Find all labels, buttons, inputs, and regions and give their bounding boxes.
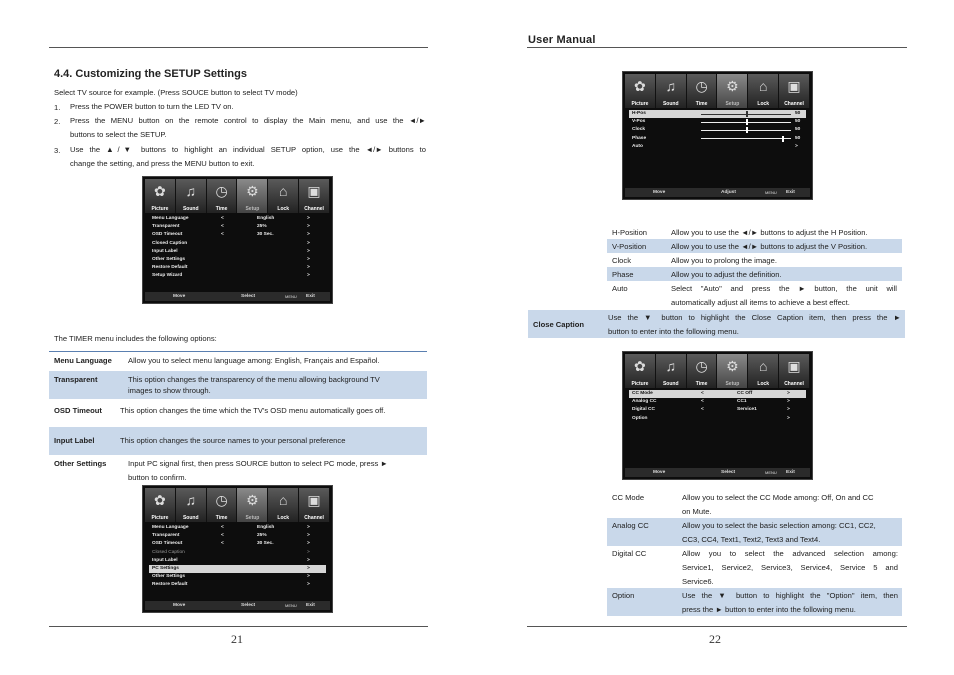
menu-tab-sound[interactable]	[176, 179, 207, 213]
menu-tab-bar	[145, 488, 330, 522]
option-text: button to confirm.	[128, 473, 187, 482]
tv-menu-item-name: Restore Default	[152, 265, 188, 271]
option-text: This option changes the time which the TV's OSD menu automatically goes off.	[120, 406, 386, 415]
option-row	[49, 371, 427, 399]
tv-menu-item-r: >	[307, 232, 310, 238]
tv-menu-item-name: Clock	[632, 127, 646, 133]
tv-menu-item[interactable]	[629, 398, 806, 406]
menu-tab-picture[interactable]	[145, 179, 176, 213]
option-row	[607, 253, 902, 267]
option-row	[607, 490, 902, 518]
tv-menu-item-r: >	[307, 224, 310, 230]
option-label: OSD Timeout	[54, 406, 102, 415]
lock-icon: ⌂	[278, 183, 288, 199]
menu-tab-label: Lock	[757, 101, 770, 107]
tv-menu-item-r: >	[787, 415, 790, 421]
footer-menu: MENU	[285, 294, 297, 299]
option-label: Transparent	[54, 375, 98, 384]
tv-menu-item[interactable]	[149, 256, 326, 264]
option-row	[49, 402, 427, 422]
tv-icon: ▣	[307, 183, 321, 199]
menu-tab-label: Lock	[277, 515, 290, 521]
timer-intro: The TIMER menu includes the following options:	[54, 334, 217, 343]
adjust-slider[interactable]	[701, 138, 791, 139]
menu-tab-label: Setup	[245, 515, 260, 521]
menu-tab-setup[interactable]	[717, 74, 748, 108]
footer-exit: Exit	[786, 470, 795, 475]
menu-tab-label: Picture	[631, 381, 649, 387]
closed-caption-screenshot	[622, 351, 813, 480]
speaker-icon: ♫	[185, 183, 196, 199]
setup-menu-list	[149, 524, 326, 590]
tv-menu-item-name: Transparent	[152, 224, 180, 230]
close-caption-row	[528, 310, 905, 338]
tv-menu-item-name: Input Label	[152, 557, 178, 563]
option-row	[49, 456, 427, 486]
menu-tab-picture[interactable]	[625, 74, 656, 108]
menu-tab-label: Time	[695, 101, 708, 107]
footer-menu: MENU	[765, 190, 777, 195]
step-number: 3.	[54, 146, 61, 155]
option-text: CC3, CC4, Text1, Text2, Text3 and Text4.	[682, 535, 821, 544]
menu-tab-lock[interactable]	[748, 354, 779, 388]
option-text: Allow you to adjust the definition.	[671, 270, 782, 279]
tv-menu-item-r: >	[307, 525, 310, 530]
page-number-left: 21	[231, 632, 243, 646]
tv-menu-item-name: Phase	[632, 135, 647, 141]
tv-menu-item-name: Menu Language	[152, 525, 189, 530]
option-text: Select "Auto" and press the ► button, the unit will	[671, 284, 897, 293]
tv-menu-item[interactable]	[149, 540, 326, 548]
setup-menu-list	[149, 215, 326, 281]
tv-menu-item-name: Input Label	[152, 248, 178, 254]
page-number-right: 22	[709, 632, 721, 646]
palette-icon: ✿	[634, 358, 646, 374]
tv-menu-item[interactable]	[629, 135, 806, 143]
footer-exit: Exit	[306, 603, 315, 608]
option-text: Input PC signal first, then press SOURCE button to select PC mode, press ►	[128, 459, 388, 468]
tv-menu-item-l: <	[221, 224, 224, 230]
menu-tab-label: Time	[215, 206, 228, 212]
slider-knob[interactable]	[746, 111, 748, 117]
menu-tab-channel[interactable]	[299, 179, 330, 213]
menu-tab-channel[interactable]	[779, 74, 810, 108]
menu-tab-label: Sound	[662, 381, 679, 387]
setup-menu-screenshot	[142, 176, 333, 304]
footer-move: Move	[173, 603, 186, 608]
setup-menu-pc-screenshot	[142, 485, 333, 613]
tv-menu-item[interactable]	[149, 557, 326, 565]
tv-menu-item-l: <	[701, 399, 704, 405]
option-label: Analog CC	[612, 521, 649, 530]
clock-icon: ◷	[695, 358, 708, 374]
clock-icon: ◷	[215, 492, 228, 508]
tv-menu-item[interactable]	[149, 223, 326, 231]
speaker-icon: ♫	[185, 492, 196, 508]
menu-tab-lock[interactable]	[268, 179, 299, 213]
tv-menu-item[interactable]	[149, 248, 326, 256]
menu-tab-channel[interactable]	[779, 354, 810, 388]
menu-tab-lock[interactable]	[748, 74, 779, 108]
tv-menu-item-name: Option	[632, 415, 648, 421]
menu-tab-label: Channel	[784, 101, 804, 107]
menu-tab-label: Sound	[182, 515, 199, 521]
option-text: Allow you to use the ◄/► buttons to adjust the V Position.	[671, 242, 868, 251]
tv-icon: ▣	[787, 358, 801, 374]
tv-menu-item-name: Other Settings	[152, 256, 186, 262]
tv-menu-item[interactable]	[149, 549, 326, 557]
tv-menu-item-v: CC Off	[737, 391, 753, 396]
menu-tab-label: Channel	[304, 206, 324, 212]
option-row	[607, 281, 902, 309]
footer-select: Select	[241, 603, 256, 608]
tv-menu-item-r: >	[307, 549, 310, 555]
tv-menu-item-r: >	[307, 256, 310, 262]
tv-icon: ▣	[787, 78, 801, 94]
tv-menu-item[interactable]	[149, 581, 326, 589]
option-label: H-Position	[612, 228, 648, 237]
menu-tab-lock[interactable]	[268, 488, 299, 522]
menu-tab-setup[interactable]	[717, 354, 748, 388]
pc-settings-screenshot	[622, 71, 813, 200]
option-text: Service1, Service2, Service3, Service4, Service 5 and	[682, 563, 898, 572]
menu-tab-label: Sound	[662, 101, 679, 107]
footer-menu: MENU	[765, 470, 777, 475]
option-row	[607, 225, 902, 239]
tv-menu-item-l: <	[221, 541, 224, 547]
chevron-right-icon: >	[795, 143, 798, 149]
step-text: Press the MENU button on the remote control to display the Main menu, and use the ◄/►	[70, 116, 426, 125]
option-label: CC Mode	[612, 493, 645, 502]
menu-tab-setup[interactable]	[237, 488, 268, 522]
tv-menu-item-name: Transparent	[152, 533, 180, 539]
menu-tab-time[interactable]	[687, 354, 718, 388]
tv-menu-item-name: Analog CC	[632, 399, 657, 405]
tv-menu-item[interactable]	[149, 524, 326, 532]
option-row	[607, 588, 902, 616]
tv-menu-item-name: Closed Caption	[152, 240, 188, 246]
option-text: Allow you to select the advanced selection among:	[682, 549, 898, 558]
tv-menu-item-r: >	[307, 265, 310, 271]
menu-tab-sound[interactable]	[656, 74, 687, 108]
tv-menu-item-l: <	[701, 407, 704, 413]
option-text: button to enter into the following menu.	[608, 327, 739, 336]
step-number: 1.	[54, 103, 61, 112]
palette-icon: ✿	[154, 492, 166, 508]
tv-menu-item[interactable]	[629, 406, 806, 414]
tv-menu-item-r: >	[307, 565, 310, 571]
option-label: Menu Language	[54, 356, 112, 365]
menu-tab-label: Channel	[784, 381, 804, 387]
option-row	[607, 267, 902, 281]
tv-menu-item-name: Restore Default	[152, 582, 188, 588]
option-text: Allow you to select the CC Mode among: Off, On and CC	[682, 493, 874, 502]
option-text: Allow you to prolong the image.	[671, 256, 777, 265]
tv-menu-item[interactable]	[629, 143, 806, 151]
step-text: change the setting, and press the MENU button to exit.	[70, 159, 255, 168]
menu-tab-label: Lock	[757, 381, 770, 387]
footer-move: Move	[653, 190, 666, 195]
tv-menu-item-name: Setup Wizard	[152, 273, 183, 279]
tv-menu-item-name: H-Pos	[632, 111, 646, 116]
tv-menu-item[interactable]	[149, 240, 326, 248]
tv-menu-item-l: <	[221, 533, 224, 539]
menu-tab-bar	[625, 74, 810, 108]
tv-menu-item-v: 50	[795, 119, 801, 125]
tv-menu-item-v: 50	[795, 135, 801, 141]
tv-menu-item-v: 30 Sec.	[257, 541, 274, 547]
footer-exit: Exit	[786, 190, 795, 195]
menu-tab-label: Setup	[725, 101, 740, 107]
option-text: images to show through.	[128, 386, 211, 395]
option-label: Close Caption	[533, 320, 585, 329]
footer-exit: Exit	[306, 294, 315, 299]
speaker-icon: ♫	[665, 78, 676, 94]
tv-menu-item-r: >	[307, 541, 310, 547]
tv-menu-item-r: >	[307, 216, 310, 221]
palette-icon: ✿	[634, 78, 646, 94]
slider-knob[interactable]	[746, 119, 748, 125]
tv-menu-item-r: >	[787, 407, 790, 413]
footer-select: Select	[241, 294, 256, 299]
menu-tab-sound[interactable]	[176, 488, 207, 522]
menu-tab-bar	[145, 179, 330, 213]
footer-move: Move	[173, 294, 186, 299]
lock-icon: ⌂	[758, 358, 768, 374]
step-text: Use the ▲/▼ buttons to highlight an individual SETUP option, use the ◄/► buttons to	[70, 145, 426, 154]
option-label: V-Position	[612, 242, 647, 251]
option-label: Input Label	[54, 436, 95, 445]
menu-tab-label: Picture	[631, 101, 649, 107]
menu-tab-time[interactable]	[207, 488, 238, 522]
menu-tab-channel[interactable]	[299, 488, 330, 522]
tv-menu-item-name: OSD Timeout	[152, 232, 183, 238]
tv-menu-item-v: 25%	[257, 533, 267, 539]
menu-tab-bar	[625, 354, 810, 388]
tv-menu-item-v: 50	[795, 127, 801, 133]
tv-menu-item-r: >	[307, 273, 310, 279]
tv-menu-item[interactable]	[149, 532, 326, 540]
tv-menu-item[interactable]	[149, 264, 326, 272]
menu-tab-label: Channel	[304, 515, 324, 521]
option-label: Option	[612, 591, 635, 600]
option-text: Service6.	[682, 577, 714, 586]
tv-menu-item[interactable]	[629, 390, 806, 398]
tv-menu-item-l: <	[221, 216, 224, 221]
tv-menu-item-v: English	[257, 216, 275, 221]
option-label: Digital CC	[612, 549, 647, 558]
menu-footer	[625, 188, 810, 197]
tv-menu-item[interactable]	[629, 126, 806, 134]
tv-menu-item[interactable]	[149, 565, 326, 573]
tv-menu-item-r: >	[307, 574, 310, 580]
option-row	[49, 427, 427, 455]
option-text: This option changes the source names to your personal preference	[120, 436, 346, 445]
menu-tab-label: Time	[695, 381, 708, 387]
tv-menu-item[interactable]	[629, 110, 806, 118]
tv-menu-item-v: Service1	[737, 407, 757, 413]
tv-menu-item[interactable]	[629, 415, 806, 423]
option-text: Allow you to use the ◄/► buttons to adjust the H Position.	[671, 228, 868, 237]
menu-tab-label: Setup	[725, 381, 740, 387]
footer-menu: MENU	[285, 603, 297, 608]
tv-menu-item-r: >	[307, 248, 310, 254]
tv-menu-item-v: 50	[795, 111, 801, 116]
tv-menu-item-name: Auto	[632, 143, 643, 149]
clock-icon: ◷	[215, 183, 228, 199]
menu-tab-time[interactable]	[207, 179, 238, 213]
tv-menu-item-r: >	[787, 399, 790, 405]
tv-menu-item-name: CC Mode	[632, 391, 653, 396]
tv-menu-item-l: <	[701, 391, 704, 396]
option-text: Allow you to select the basic selection among: CC1, CC2,	[682, 521, 876, 530]
option-text: Allow you to select menu language among: English, Français and Español.	[128, 356, 380, 365]
option-text: on Mute.	[682, 507, 712, 516]
gear-icon: ⚙	[246, 183, 259, 199]
step-text: buttons to select the SETUP.	[70, 130, 167, 139]
menu-footer	[625, 468, 810, 477]
option-label: Other Settings	[54, 459, 107, 468]
slider-knob[interactable]	[782, 136, 784, 142]
slider-knob[interactable]	[746, 127, 748, 133]
gear-icon: ⚙	[246, 492, 259, 508]
tv-menu-item[interactable]	[149, 573, 326, 581]
menu-tab-setup[interactable]	[237, 179, 268, 213]
option-text: press the ► button to enter into the following menu.	[682, 605, 856, 614]
menu-footer	[145, 292, 330, 301]
option-text: Use the ▼ button to highlight the Close Caption item, then press the ►	[608, 313, 901, 322]
tv-menu-item-r: >	[307, 582, 310, 588]
option-label: Phase	[612, 270, 634, 279]
left-bottom-rule	[49, 626, 428, 627]
option-text: automatically adjust all items to achieve a best effect.	[671, 298, 850, 307]
tv-menu-item-v: CC1	[737, 399, 747, 405]
option-label: Clock	[612, 256, 631, 265]
footer-move: Move	[653, 470, 666, 475]
lock-icon: ⌂	[278, 492, 288, 508]
step-text: Press the POWER button to turn the LED TV on.	[70, 102, 234, 111]
menu-tab-label: Time	[215, 515, 228, 521]
header-title: User Manual	[528, 34, 596, 46]
menu-tab-time[interactable]	[687, 74, 718, 108]
option-row	[49, 353, 427, 369]
speaker-icon: ♫	[665, 358, 676, 374]
gear-icon: ⚙	[726, 78, 739, 94]
menu-tab-label: Lock	[277, 206, 290, 212]
tv-menu-item-v: 25%	[257, 224, 267, 230]
tv-menu-item-name: V-Pos	[632, 119, 646, 125]
menu-tab-picture[interactable]	[625, 354, 656, 388]
intro-text: Select TV source for example. (Press SOUCE button to select TV mode)	[54, 88, 298, 97]
pc-settings-list	[629, 110, 806, 151]
step-number: 2.	[54, 117, 61, 126]
palette-icon: ✿	[154, 183, 166, 199]
menu-tab-label: Sound	[182, 206, 199, 212]
menu-footer	[145, 601, 330, 610]
gear-icon: ⚙	[726, 358, 739, 374]
option-row	[607, 239, 902, 253]
tv-menu-item[interactable]	[149, 272, 326, 280]
tv-icon: ▣	[307, 492, 321, 508]
section-title: 4.4. Customizing the SETUP Settings	[54, 68, 247, 80]
left-top-rule	[49, 47, 428, 48]
tv-menu-item[interactable]	[629, 118, 806, 126]
tv-menu-item-l: <	[221, 232, 224, 238]
menu-tab-picture[interactable]	[145, 488, 176, 522]
tv-menu-item-r: >	[307, 240, 310, 246]
tv-menu-item-r: >	[307, 557, 310, 563]
menu-tab-label: Picture	[151, 515, 169, 521]
tv-menu-item-r: >	[787, 391, 790, 396]
option-text: Use the ▼ button to highlight the "Option" item, then	[682, 591, 898, 600]
clock-icon: ◷	[695, 78, 708, 94]
tv-menu-item-name: Menu Language	[152, 216, 189, 221]
tv-menu-item-name: Digital CC	[632, 407, 655, 413]
tv-menu-item-name: Closed Caption	[152, 549, 185, 555]
menu-tab-sound[interactable]	[656, 354, 687, 388]
lock-icon: ⌂	[758, 78, 768, 94]
tv-menu-item-r: >	[307, 533, 310, 539]
tv-menu-item[interactable]	[149, 215, 326, 223]
footer-select: Select	[721, 470, 736, 475]
tv-menu-item-name: Other Settings	[152, 574, 186, 580]
menu-tab-label: Picture	[151, 206, 169, 212]
closed-caption-list	[629, 390, 806, 423]
option-text: This option changes the transparency of the menu allowing background TV	[128, 375, 380, 384]
tv-menu-item-l: <	[221, 525, 224, 530]
option-row	[607, 546, 902, 588]
option-label: Auto	[612, 284, 628, 293]
right-bottom-rule	[527, 626, 907, 627]
menu-tab-label: Setup	[245, 206, 260, 212]
right-top-rule	[527, 47, 907, 48]
tv-menu-item-v: English	[257, 525, 275, 530]
tv-menu-item-v: 30 Sec.	[257, 232, 274, 238]
tv-menu-item-name: OSD Timeout	[152, 541, 183, 547]
tv-menu-item-name: PC Settings	[152, 565, 179, 571]
option-row	[607, 518, 902, 546]
tv-menu-item[interactable]	[149, 231, 326, 239]
footer-adjust: Adjust	[721, 190, 736, 195]
